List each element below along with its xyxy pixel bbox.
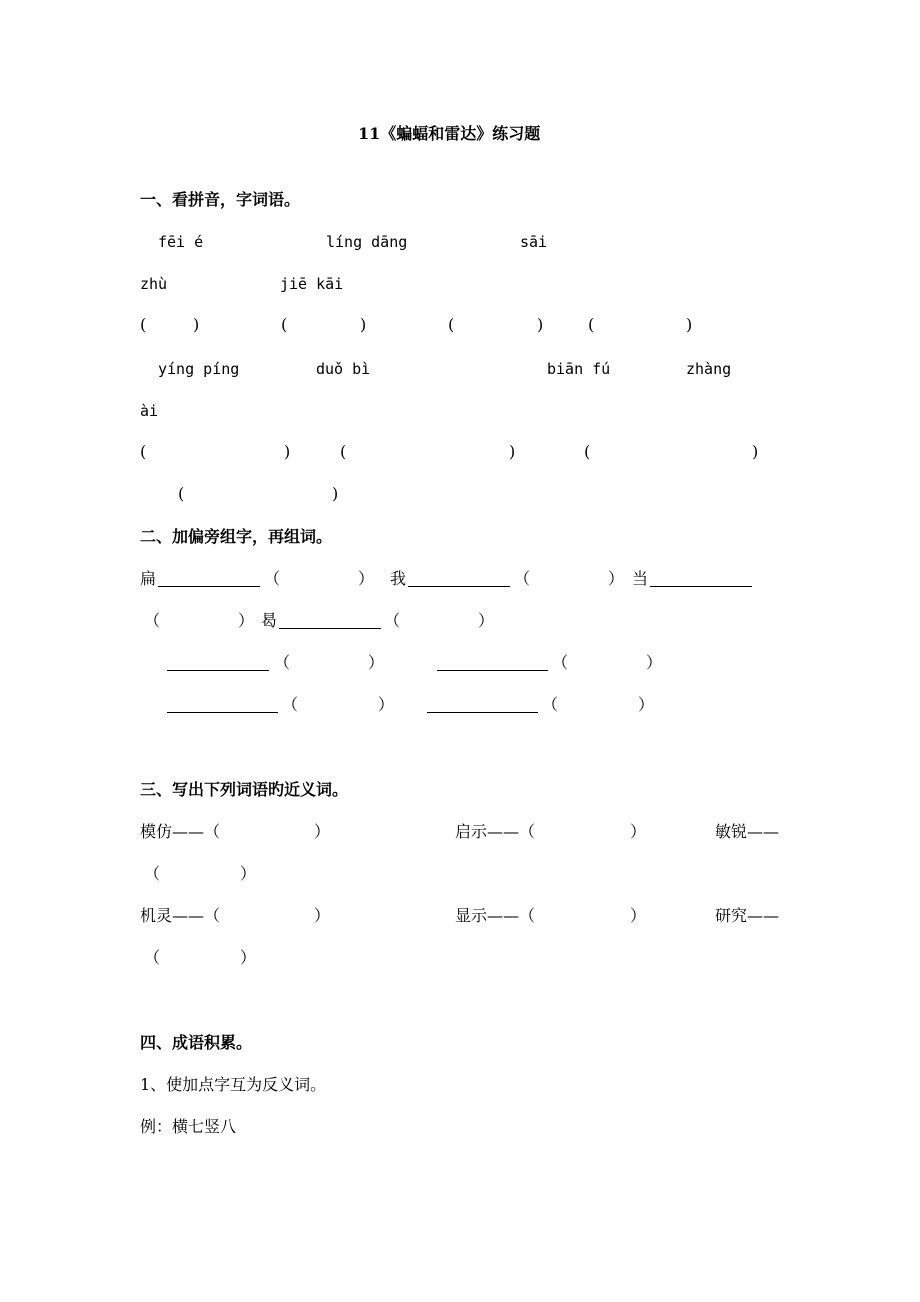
answer-paren-open: (: [448, 315, 455, 334]
page-title: 11《蝙蝠和雷达》练习题: [358, 124, 541, 143]
answer-paren-open: （: [552, 653, 569, 672]
answer-paren-open: （: [144, 864, 161, 883]
answer-paren-close: ）: [646, 653, 663, 672]
answer-paren-open: （: [282, 695, 299, 714]
answer-blank[interactable]: [279, 612, 381, 629]
answer-paren-open: (: [140, 442, 147, 461]
answer-paren-close: ）: [630, 906, 647, 925]
answer-paren-close: ）: [314, 906, 331, 925]
answer-paren-close: ）: [608, 569, 625, 588]
answer-paren-open: (: [281, 315, 288, 334]
answer-blank[interactable]: [437, 654, 548, 671]
answer-paren-close: ): [509, 442, 516, 461]
answer-paren-close: ）: [638, 695, 655, 714]
section4-heading: 四、成语积累。: [140, 1033, 253, 1052]
answer-paren-close: ）: [314, 822, 331, 841]
answer-paren-open: （: [274, 653, 291, 672]
answer-paren-close: ): [360, 315, 367, 334]
answer-blank[interactable]: [408, 570, 510, 587]
answer-paren-close: ): [332, 484, 339, 503]
synonym-xianshi: 显示——（: [455, 906, 536, 925]
answer-paren-open: （: [514, 569, 531, 588]
answer-blank[interactable]: [167, 696, 278, 713]
pinyin-bian-fu: biān fú: [547, 360, 611, 378]
synonym-qishi: 启示——（: [455, 822, 536, 841]
answer-blank[interactable]: [167, 654, 269, 671]
pinyin-ai: ài: [140, 402, 159, 420]
radical-char-wo: 我: [390, 569, 407, 588]
answer-paren-close: ）: [240, 864, 257, 883]
radical-char-dang: 当: [632, 569, 649, 588]
section3-heading: 三、写出下列词语旳近义词。: [140, 780, 349, 799]
pinyin-duo-bi: duǒ bì: [316, 360, 371, 378]
answer-paren-close: ): [686, 315, 693, 334]
answer-blank[interactable]: [650, 570, 752, 587]
pinyin-sai: sāi: [520, 233, 548, 251]
answer-paren-open: （: [384, 611, 401, 630]
answer-paren-close: ）: [240, 948, 257, 967]
answer-paren-open: (: [584, 442, 591, 461]
pinyin-ling-dang: líng dāng: [326, 233, 408, 251]
answer-blank[interactable]: [158, 570, 260, 587]
synonym-minrui: 敏锐——: [715, 822, 780, 841]
pinyin-fei-e: fēi é: [158, 233, 204, 251]
answer-paren-close: ): [537, 315, 544, 334]
answer-paren-open: （: [144, 611, 161, 630]
answer-paren-close: ）: [238, 611, 255, 630]
answer-paren-open: (: [140, 315, 147, 334]
answer-paren-close: ): [752, 442, 759, 461]
answer-paren-close: ）: [358, 569, 375, 588]
answer-paren-close: ): [284, 442, 291, 461]
pinyin-zhang: zhàng: [686, 360, 732, 378]
section2-heading: 二、加偏旁组字，再组词。: [140, 527, 333, 546]
answer-blank[interactable]: [427, 696, 538, 713]
answer-paren-close: ）: [378, 695, 395, 714]
radical-char-bian: 扁: [140, 569, 157, 588]
answer-paren-open: （: [264, 569, 281, 588]
synonym-jiling: 机灵——（: [140, 906, 221, 925]
answer-paren-close: ）: [478, 611, 495, 630]
synonym-moufang: 模仿——（: [140, 822, 221, 841]
answer-paren-close: ): [193, 315, 200, 334]
pinyin-ying-ping: yíng píng: [158, 360, 240, 378]
answer-paren-open: （: [542, 695, 559, 714]
radical-char-he: 曷: [261, 611, 278, 630]
section1-heading: 一、看拼音，字词语。: [140, 190, 301, 209]
pinyin-zhu: zhù: [140, 275, 168, 293]
section4-item1: 1、使加点字互为反义词。: [140, 1075, 327, 1094]
answer-paren-close: ）: [630, 822, 647, 841]
section4-example: 例：横七竖八: [140, 1117, 237, 1136]
answer-paren-close: ）: [368, 653, 385, 672]
synonym-yanjiu: 研究——: [715, 906, 780, 925]
answer-paren-open: (: [588, 315, 595, 334]
answer-paren-open: (: [340, 442, 347, 461]
pinyin-jie-kai: jiē kāi: [280, 275, 344, 293]
answer-paren-open: (: [178, 484, 185, 503]
answer-paren-open: （: [144, 948, 161, 967]
